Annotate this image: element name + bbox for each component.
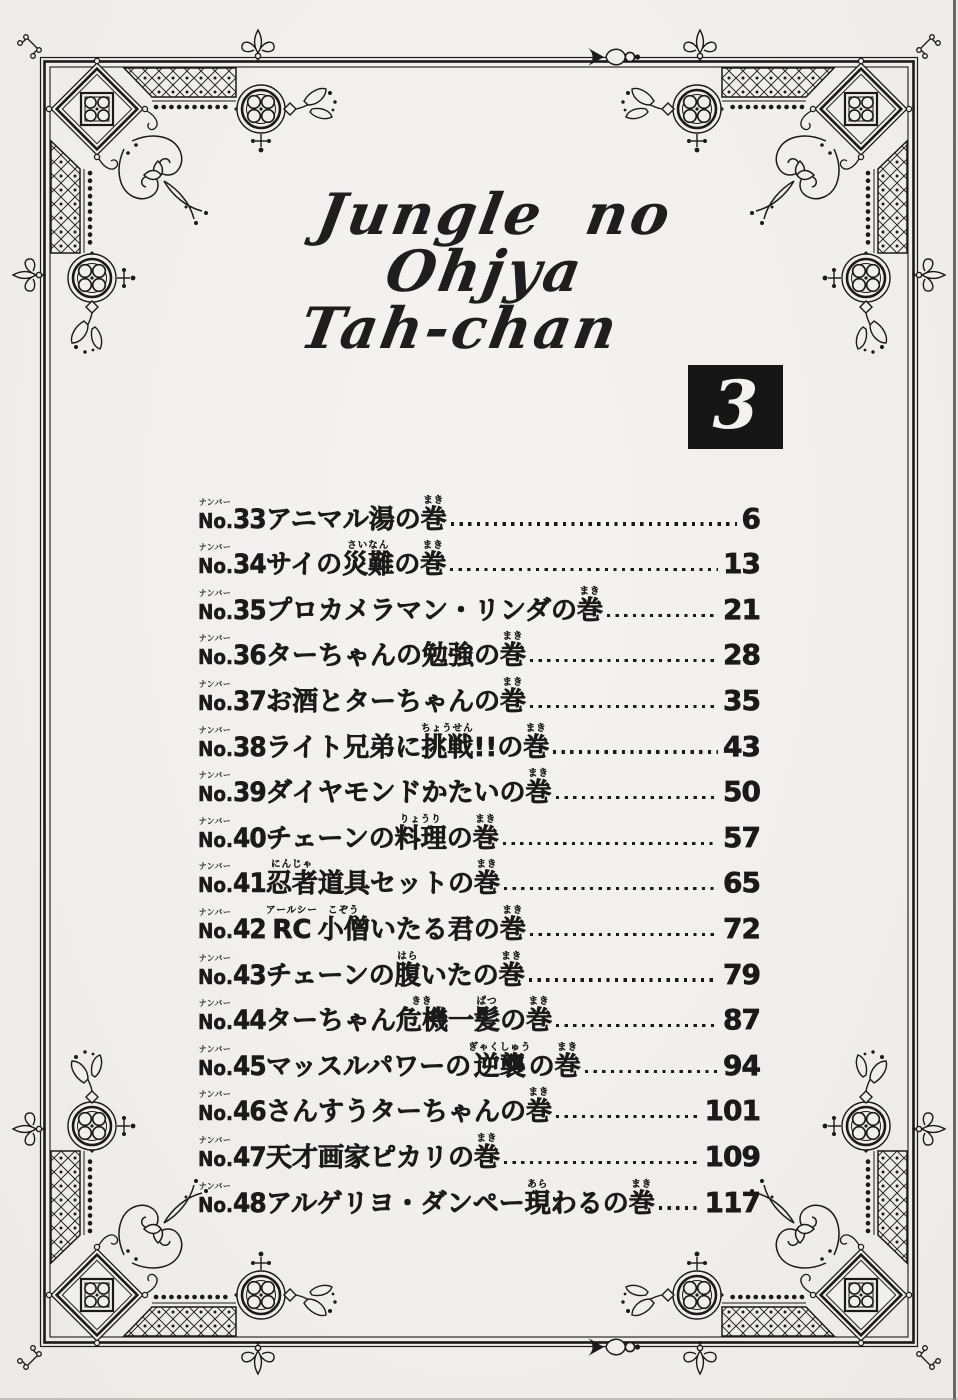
toc-row [198,533,760,579]
chapter-title: ライト兄弟に挑戦ちょうせん!!の巻まき [266,722,550,763]
chapter-number-ruby: ナンバー [198,588,232,599]
toc-row [198,1080,760,1126]
chapter-number: ナンバー No. 33 [198,497,266,535]
volume-badge [688,365,783,449]
page-number: 94 [723,1048,760,1082]
dot-leader [503,842,718,845]
toc-row [198,989,760,1035]
page-number: 87 [723,1003,760,1037]
chapter-number: ナンバー No. 34 [198,543,266,581]
volume-number: 3 [712,366,759,444]
chapter-number: ナンバー No. 43 [198,953,266,991]
dot-leader [504,1161,700,1164]
toc-row [198,1034,760,1080]
chapter-title: マッスルパワーの逆襲ぎゃくしゅうの巻まき [266,1041,581,1082]
chapter-number: ナンバー No. 36 [198,634,266,672]
chapter-title: ターちゃんの勉強の巻まき [266,631,527,672]
chapter-title: お酒とターちゃんの巻まき [266,676,527,717]
toc-row [198,806,760,852]
toc-row [198,578,760,624]
chapter-number-ruby: ナンバー [198,907,232,918]
chapter-number-ruby: ナンバー [198,999,232,1010]
page-number: 13 [723,547,760,581]
toc-row [198,1125,760,1171]
chapter-number: ナンバー No. 45 [198,1044,266,1082]
toc-row [198,624,760,670]
chapter-number-ruby: ナンバー [198,543,232,554]
dot-leader [607,614,718,617]
chapter-number: ナンバー No. 39 [198,771,266,809]
chapter-title: 忍者にんじゃ道具セットの巻まき [266,859,501,900]
dot-leader [451,522,737,525]
page-number: 35 [723,683,760,717]
chapter-number-ruby: ナンバー [198,1044,232,1055]
border-dart-ornament-bottom [588,1338,640,1356]
page-number: 43 [723,729,760,763]
chapter-number-ruby: ナンバー [198,816,232,827]
chapter-number-ruby: ナンバー [198,497,232,508]
chapter-number: ナンバー No. 38 [198,725,266,763]
page-number: 72 [723,911,760,945]
page-number: 79 [723,957,760,991]
chapter-title: さんすうターちゃんの巻まき [266,1087,553,1128]
scan-edge-artifact-right [953,0,956,1400]
chapter-number: ナンバー No. 44 [198,999,266,1037]
toc-row [198,487,760,533]
page-number: 65 [723,866,760,900]
chapter-number-ruby: ナンバー [198,953,232,964]
dot-leader [553,750,718,753]
chapter-number: ナンバー No. 37 [198,679,266,717]
page-number: 57 [723,820,760,854]
toc-list [198,487,760,1217]
page-number: 6 [741,501,760,535]
chapter-title: ターちゃん危機きき一髪ぱつの巻まき [266,996,553,1037]
chapter-title: RCアールシー小僧こぞういたる君の巻まき [266,904,526,945]
dot-leader [530,705,718,708]
chapter-number-ruby: ナンバー [198,1090,232,1101]
chapter-title: プロカメラマン・リンダの巻まき [266,585,603,626]
dot-leader [504,887,718,890]
series-title-line1: Jungle no Ohjya [312,181,678,305]
chapter-number-ruby: ナンバー [198,771,232,782]
chapter-number-ruby: ナンバー [198,1135,232,1146]
page-number: 117 [704,1185,760,1219]
dot-leader [530,933,718,936]
dot-leader [585,1070,718,1073]
dot-leader [529,978,718,981]
chapter-number-ruby: ナンバー [198,634,232,645]
chapter-number-ruby: ナンバー [198,725,232,736]
chapter-number-ruby: ナンバー [198,1181,232,1192]
chapter-title: 天才画家ピカリの巻まき [266,1132,501,1173]
dot-leader [556,1024,718,1027]
chapter-number-ruby: ナンバー [198,679,232,690]
chapter-number: ナンバー No. 46 [198,1090,266,1128]
border-dart-ornament-top [588,48,640,66]
dot-leader [530,659,718,662]
chapter-number: ナンバー No. 41 [198,862,266,900]
chapter-number: ナンバー No. 40 [198,816,266,854]
series-title-line2: Tah-chan [295,295,625,362]
chapter-number: ナンバー No. 47 [198,1135,266,1173]
dot-leader [450,568,718,571]
toc-row [198,852,760,898]
chapter-number: ナンバー No. 48 [198,1181,266,1219]
dot-leader [659,1206,700,1209]
chapter-title: サイの災難さいなんの巻まき [266,540,447,581]
dot-leader [556,1115,700,1118]
chapter-title: ダイヤモンドかたいの巻まき [266,768,552,809]
page-number: 101 [704,1094,760,1128]
toc-row [198,715,760,761]
chapter-title: アニマル湯の巻まき [266,494,447,535]
page-number: 21 [723,592,760,626]
page-number: 50 [723,775,760,809]
chapter-title: アルゲリヨ・ダンペー現あらわるの巻まき [266,1178,655,1219]
page-number: 109 [704,1139,760,1173]
page-number: 28 [723,638,760,672]
chapter-title: チェーンの料理りょうりの巻まき [266,813,499,854]
toc-row [198,669,760,715]
toc-row [198,897,760,943]
toc-row [198,1171,760,1217]
chapter-number: ナンバー No. 35 [198,588,266,626]
dot-leader [556,796,719,799]
chapter-number: ナンバー No. 42 [198,907,266,945]
toc-row [198,761,760,807]
chapter-number-ruby: ナンバー [198,862,232,873]
chapter-title: チェーンの腹はらいたの巻まき [266,950,525,991]
toc-row [198,943,760,989]
